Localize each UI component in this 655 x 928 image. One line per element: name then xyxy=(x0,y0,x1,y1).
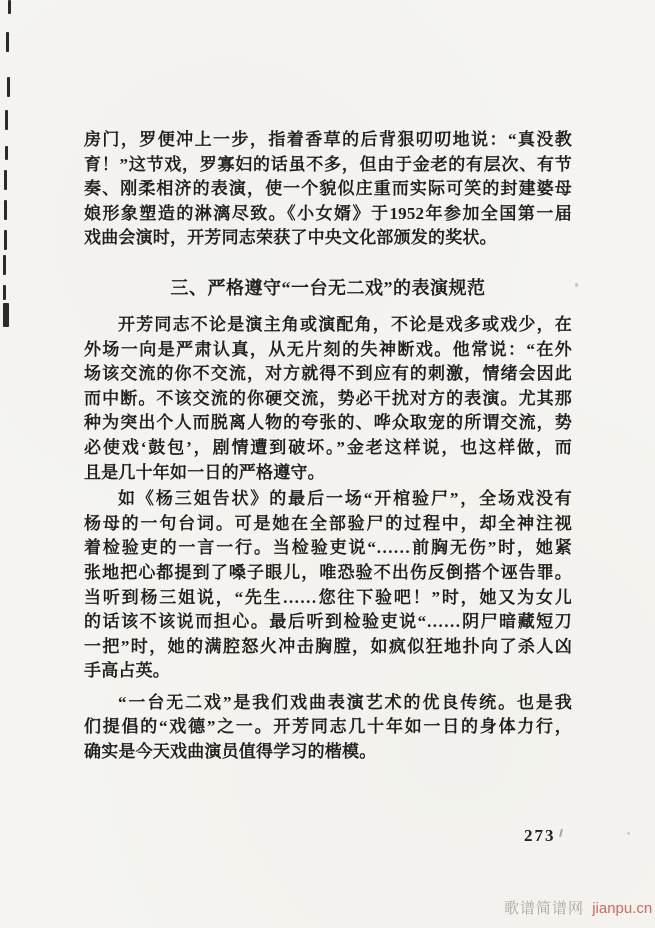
binding-mark xyxy=(4,170,7,190)
binding-mark xyxy=(6,32,9,52)
text-line: 手高占英。 xyxy=(84,661,170,681)
text-line: 的话该不该说而担心。最后听到检验吏说“……阴尸暗藏短刀 xyxy=(84,612,572,632)
binding-mark xyxy=(5,110,8,130)
text-line: 当听到杨三姐说，“先生……您往下验吧！”时，她又为女儿 xyxy=(84,587,572,607)
binding-mark xyxy=(4,200,7,220)
text-line: “一台无二戏”是我们戏曲表演艺术的优良传统。也是我 xyxy=(118,692,572,712)
text-line: 必使戏‘鼓包’，剧情遭到破坏。”金老这样说，也这样做，而 xyxy=(84,437,572,457)
ink-speck xyxy=(627,832,630,835)
binding-mark xyxy=(5,146,8,160)
text-line: 奏、刚柔相济的表演，使一个貌似庄重而实际可笑的封建婆母 xyxy=(84,179,572,199)
binding-mark xyxy=(8,0,11,14)
binding-mark xyxy=(7,77,10,97)
text-line: 们提倡的“戏德”之一。开芳同志几十年如一日的身体力行， xyxy=(84,717,572,737)
text-line: 着检验吏的一言一行。当检验吏说“……前胸无伤”时，她紧 xyxy=(84,538,572,558)
text-line: 戏曲会演时，开芳同志荣获了中央文化部颁发的奖状。 xyxy=(84,228,497,248)
ink-speck xyxy=(575,283,578,287)
text-line: 张地把心都提到了嗓子眼儿，唯恐验不出伤反倒搭个诬告罪。 xyxy=(84,562,572,582)
text-line: 如《杨三姐告状》的最后一场“开棺验尸”，全场戏没有 xyxy=(118,489,572,509)
watermark-site-domain: jianpu.cn xyxy=(592,900,653,917)
watermark-site-name: 歌谱简谱网 xyxy=(504,900,585,917)
paragraph xyxy=(84,313,572,485)
binding-mark xyxy=(3,255,6,275)
page-text xyxy=(84,128,572,765)
paragraph xyxy=(84,487,572,684)
text-line: 种为突出个人而脱离人物的夸张的、哗众取宠的所谓交流，势 xyxy=(84,413,572,433)
text-line: 一把”时，她的满腔怒火冲击胸膛，如疯似狂地扑向了杀人凶 xyxy=(84,636,572,656)
section-heading: 三、严格遵守“一台无二戏”的表演规范 xyxy=(170,277,486,298)
text-line: 且是几十年如一日的严格遵守。 xyxy=(84,462,325,482)
binding-mark xyxy=(4,230,7,250)
text-line: 娘形象塑造的淋漓尽致。《小女婿》于1952年参加全国第一届 xyxy=(84,203,572,223)
binding-mark xyxy=(3,285,6,300)
text-line: 场该交流的你不交流，对方就得不到应有的刺激，情绪会因此 xyxy=(84,364,572,384)
text-line: 育！”这节戏，罗寡妇的话虽不多，但由于金老的有层次、有节 xyxy=(84,154,572,174)
text-line: 房门，罗便冲上一步，指着香草的后背狠叨叨地说：“真没教 xyxy=(84,130,572,149)
text-line: 而中断。不该交流的你硬交流，势必干扰对方的表演。尤其那 xyxy=(84,388,572,408)
text-line: 外场一向是严肃认真，从无片刻的失神断戏。他常说：“在外 xyxy=(84,339,572,359)
binding-marks xyxy=(0,0,16,340)
paragraph xyxy=(84,128,572,251)
text-line: 杨母的一句台词。可是她在全部验尸的过程中，却全神注视 xyxy=(84,513,572,533)
page-number: 273 xyxy=(524,826,556,845)
binding-mark-thick xyxy=(3,303,9,327)
watermark xyxy=(504,897,652,918)
text-line: 确实是今天戏曲演员值得学习的楷模。 xyxy=(84,742,377,762)
paragraph xyxy=(84,691,572,765)
page-number-tick xyxy=(559,829,563,837)
text-line: 开芳同志不论是演主角或演配角，不论是戏多或戏少，在 xyxy=(118,314,572,334)
